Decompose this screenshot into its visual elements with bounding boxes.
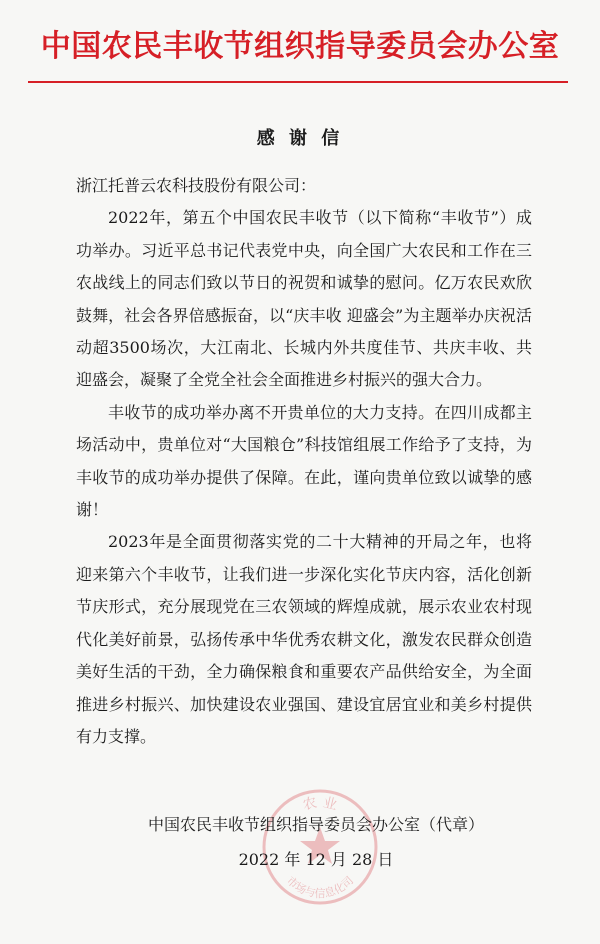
letter-body — [76, 170, 532, 753]
letterhead-divider — [28, 81, 568, 83]
signature-organization: 中国农民丰收节组织指导委员会办公室（代章） — [147, 815, 484, 834]
letterhead-title: 中国农民丰收节组织指导委员会办公室 — [40, 29, 560, 64]
signature-date: 2022 年 12 月 28 日 — [238, 850, 394, 869]
paragraph-3: 2023年是全面贯彻落实党的二十大精神的开局之年，也将迎来第六个丰收节，让我们进一步深化实化节庆内容，活化创新节庆形式，充分展现党在三农领域的辉煌成就，展示农业农村现代化美好前景，弘扬传承中华优秀农耕文化，激发农民群众创造美好生活的干劲，全力确保粮食和重要农产品供给安全，为全面推进乡村振兴、加快建设农业强国、建设宜居宜业和美乡村提供有力支撑。 — [76, 532, 532, 746]
seal-top-text: 农 业 — [301, 794, 339, 814]
paragraph-1: 2022年，第五个中国农民丰收节（以下简称“丰收节”）成功举办。习近平总书记代表党中央，向全国广大农民和工作在三农战线上的同志们致以节日的祝贺和诚挚的慰问。亿万农民欢欣鼓舞，社会各界倍感振奋，以“庆丰收 迎盛会”为主题举办庆祝活动超3500场次，大江南北、长城内外共度佳节、共庆丰收、共迎盛会，凝聚了全党全社会全面推进乡村振兴的强大合力。 — [76, 208, 532, 390]
letter-title: 感 谢 信 — [256, 128, 344, 149]
salutation: 浙江托普云农科技股份有限公司： — [76, 176, 317, 195]
seal-bottom-text: 市场与信息化司 — [283, 874, 357, 900]
paragraph-2: 丰收节的成功举办离不开贵单位的大力支持。在四川成都主场活动中，贵单位对“大国粮仓”科技馆组展工作给予了支持，为丰收节的成功举办提供了保障。在此，谨向贵单位致以诚挚的感谢！ — [76, 402, 532, 520]
